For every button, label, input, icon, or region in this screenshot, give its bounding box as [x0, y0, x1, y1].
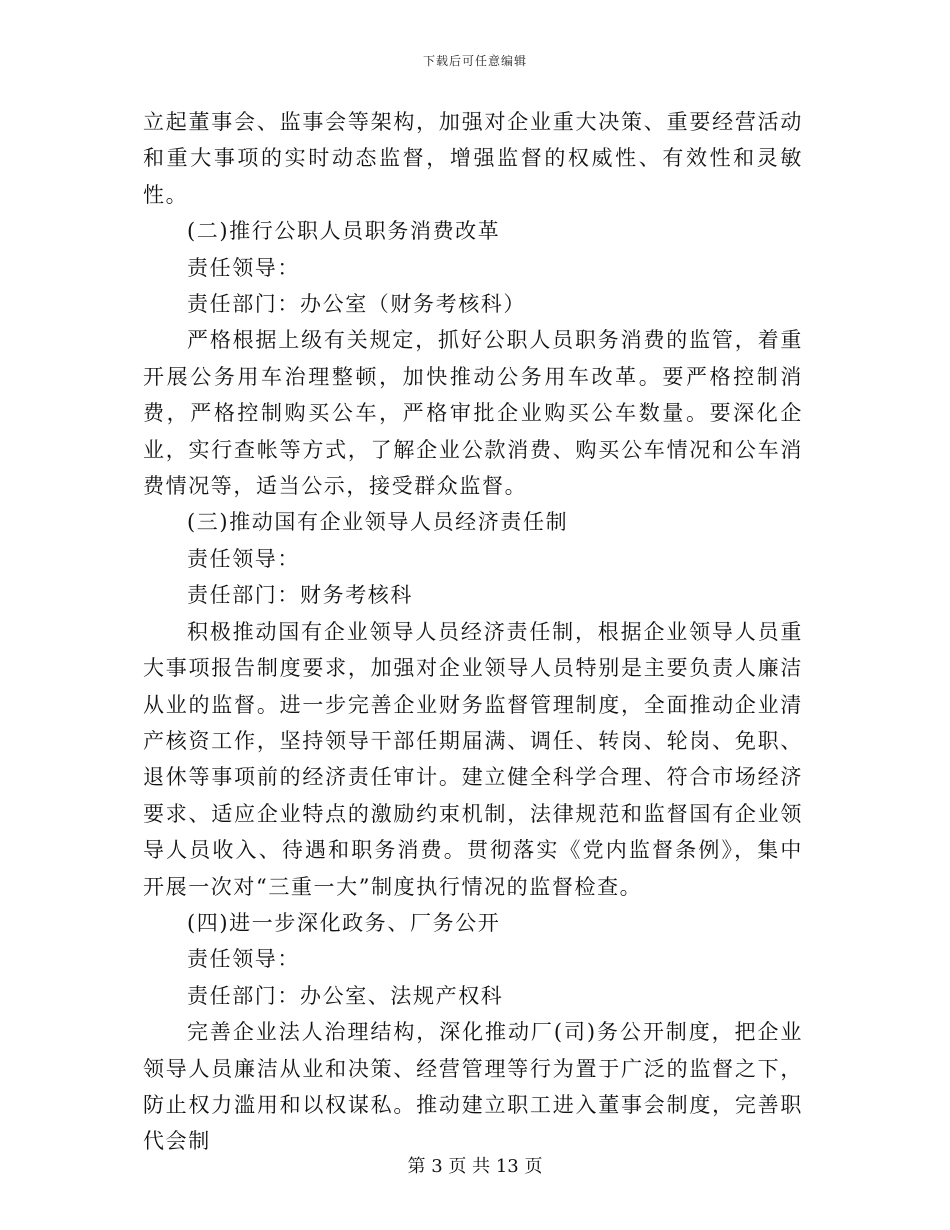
responsible-leader-line: 责任领导： [187, 255, 300, 280]
responsible-department-line: 责任部门：办公室（财务考核科） [187, 292, 526, 317]
section-heading: (四)进一步深化政务、厂务公开 [187, 910, 501, 935]
paragraph: 积极推动国有企业领导人员经济责任制，根据企业领导人员重大事项报告制度要求，加强对企业领导人员特别是主要负责人廉洁从业的监督。进一步完善企业财务监督管理制度，全面推动企业清产核资工作，坚持领导干部任期届满、调任、转岗、轮岗、免职、退休等事项前的经济责任审计。建立健全科学合理、符合市场经济要求、适应企业特点的激励约束机制，法律规范和监督国有企业领导人员收入、待遇和职务消费。贯彻落实《党内监督条例》，集中开展一次对“三重一大”制度执行情况的监督检查。 [143, 619, 803, 899]
responsible-department-line: 责任部门：财务考核科 [187, 583, 413, 608]
responsible-leader-line: 责任领导： [187, 947, 300, 972]
document-body [143, 104, 803, 1160]
page-header: 下载后可任意编辑 [422, 54, 527, 68]
section-heading: (三)推动国有企业领导人员经济责任制 [187, 510, 569, 535]
paragraph: 立起董事会、监事会等架构，加强对企业重大决策、重要经营活动和重大事项的实时动态监督，增强监督的权威性、有效性和灵敏性。 [143, 110, 803, 207]
paragraph: 完善企业法人治理结构，深化推动厂(司)务公开制度，把企业领导人员廉洁从业和决策、经营管理等行为置于广泛的监督之下，防止权力滥用和以权谋私。推动建立职工进入董事会制度，完善职代会制 [143, 1020, 803, 1154]
paragraph: 严格根据上级有关规定，抓好公职人员职务消费的监管，着重开展公务用车治理整顿，加快推动公务用车改革。要严格控制消费，严格控制购买公车，严格审批企业购买公车数量。要深化企业，实行查帐等方式，了解企业公款消费、购买公车情况和公车消费情况等，适当公示，接受群众监督。 [143, 328, 803, 499]
responsible-leader-line: 责任领导： [187, 546, 300, 571]
page-number: 第 3 页 共 13 页 [407, 1156, 543, 1177]
section-heading: (二)推行公职人员职务消费改革 [187, 219, 501, 244]
responsible-department-line: 责任部门：办公室、法规产权科 [187, 983, 504, 1008]
